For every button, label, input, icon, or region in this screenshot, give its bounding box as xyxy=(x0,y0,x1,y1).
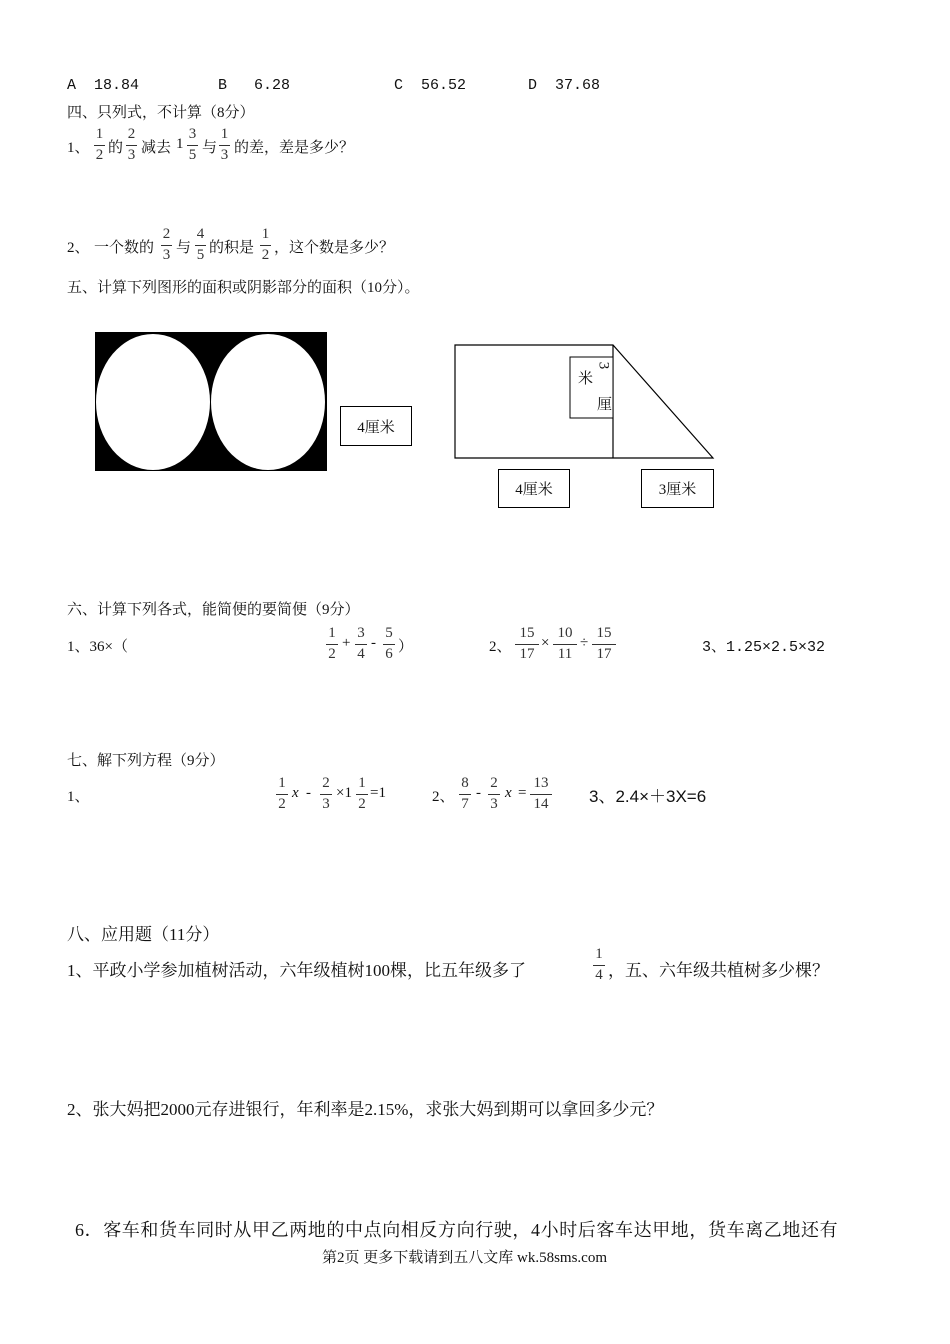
s4-q2-text3: 的积是 xyxy=(209,240,255,256)
s7-q2-prefix: 2、 xyxy=(432,789,455,805)
s8-q1-frac: 1 4 xyxy=(593,947,605,983)
s8-q1-text-a: 1、平政小学参加植树活动，六年级植树100棵，比五年级多了 xyxy=(67,961,526,980)
trapezoid-figure xyxy=(454,344,716,460)
fig2-bottom-label-left: 4厘米 xyxy=(498,469,570,508)
s6-q1-prefix: 1、36×（ xyxy=(67,639,128,655)
s7-q3: 3、2.4×＋3X=6 xyxy=(589,787,707,806)
section-8-heading: 八、应用题（11分） xyxy=(67,925,220,944)
fig1-dimension-label: 4厘米 xyxy=(340,406,412,446)
s4-q2-text1: 一个数的 xyxy=(94,240,155,256)
s7-q2-eq: = xyxy=(518,785,527,801)
s4-q2-frac2: 4 5 xyxy=(196,226,205,263)
fig2-bottom-label-right: 3厘米 xyxy=(641,469,714,508)
s7-q1-frac1: 1 2 xyxy=(276,776,288,812)
s7-q1-eq: =1 xyxy=(370,785,386,801)
s7-q1-times: ×1 xyxy=(336,785,352,801)
s6-q2-op2: ÷ xyxy=(580,635,589,651)
s4-q1-frac1: 1 2 xyxy=(95,126,104,163)
option-b: B 6.28 xyxy=(218,77,291,94)
s4-q1-frac2: 2 3 xyxy=(127,126,136,163)
s7-q2-minus: - xyxy=(476,785,481,801)
option-d: D 37.68 xyxy=(528,77,601,94)
s4-q2-frac3: 1 2 xyxy=(261,226,270,263)
page-footer: 第2页 更多下载请到五八文库 wk.58sms.com xyxy=(322,1250,608,1266)
s6-q2-frac3: 15 17 xyxy=(592,626,616,662)
section-6-heading: 六、计算下列各式，能简便的要简便（9分） xyxy=(67,602,360,618)
s4-q1-frac4: 1 3 xyxy=(220,126,229,163)
s7-q1-prefix: 1、 xyxy=(67,789,90,805)
s4-q1-frac3: 3 5 xyxy=(188,126,197,163)
s7-q2-frac2: 2 3 xyxy=(488,776,500,812)
s6-q1-frac1: 1 2 xyxy=(326,626,338,662)
s4-q1-num: 1、 xyxy=(67,140,90,156)
s7-q1-x: x xyxy=(292,785,299,801)
s8-q6: 6．客车和货车同时从甲乙两地的中点向相反方向行驶，4小时后客车达甲地，货车离乙地还有 xyxy=(75,1220,839,1240)
s6-q1-frac3: 5 6 xyxy=(383,626,395,662)
s4-q1-whole: 1 xyxy=(176,136,184,152)
fig2-vlabel-li: 厘 xyxy=(597,397,613,413)
s4-q1-text4: 的差，差是多少？ xyxy=(234,140,355,156)
s6-q1-op2: - xyxy=(371,635,376,651)
s4-q2-text2: 与 xyxy=(176,240,192,256)
s6-q1-op1: + xyxy=(342,635,351,651)
fig2-vlabel-mi: 米 xyxy=(578,371,594,387)
option-c: C 56.52 xyxy=(394,77,467,94)
s7-q1-minus: - xyxy=(306,785,311,801)
s7-q2-x: x xyxy=(505,785,512,801)
section-4-heading: 四、只列式，不计算（8分） xyxy=(67,105,255,121)
s6-q1-close: ） xyxy=(398,639,414,655)
option-a: A 18.84 xyxy=(67,77,140,94)
s7-q2-frac3: 13 14 xyxy=(530,776,552,812)
s4-q2-frac1: 2 3 xyxy=(162,226,171,263)
s6-q2-frac2: 10 11 xyxy=(553,626,577,662)
section-7-heading: 七、解下列方程（9分） xyxy=(67,753,225,769)
s4-q2-text4: ，这个数是多少？ xyxy=(274,240,395,256)
fig2-vlabel-3: 3 xyxy=(595,361,612,370)
s4-q2-num: 2、 xyxy=(67,240,90,256)
s6-q2-frac1: 15 17 xyxy=(515,626,539,662)
s6-q2-prefix: 2、 xyxy=(489,639,512,655)
s6-q2-op1: × xyxy=(541,635,550,651)
section-5-heading: 五、计算下列图形的面积或阴影部分的面积（10分）。 xyxy=(67,280,420,296)
s8-q1-text-b: ，五、六年级共植树多少棵？ xyxy=(608,961,829,980)
s8-q2: 2、张大妈把2000元存进银行，年利率是2.15%，求张大妈到期可以拿回多少元？ xyxy=(67,1100,664,1119)
s4-q1-text1: 的 xyxy=(108,140,124,156)
s7-q1-frac2: 2 3 xyxy=(320,776,332,812)
s6-q3: 3、1.25×2.5×32 xyxy=(702,639,826,656)
s4-q1-text3: 与 xyxy=(202,140,218,156)
s7-q1-frac3: 1 2 xyxy=(356,776,368,812)
s6-q1-frac2: 3 4 xyxy=(355,626,367,662)
s4-q1-text2: 减去 xyxy=(141,140,172,156)
s7-q2-frac1: 8 7 xyxy=(459,776,471,812)
shaded-rectangle-figure xyxy=(95,332,328,472)
